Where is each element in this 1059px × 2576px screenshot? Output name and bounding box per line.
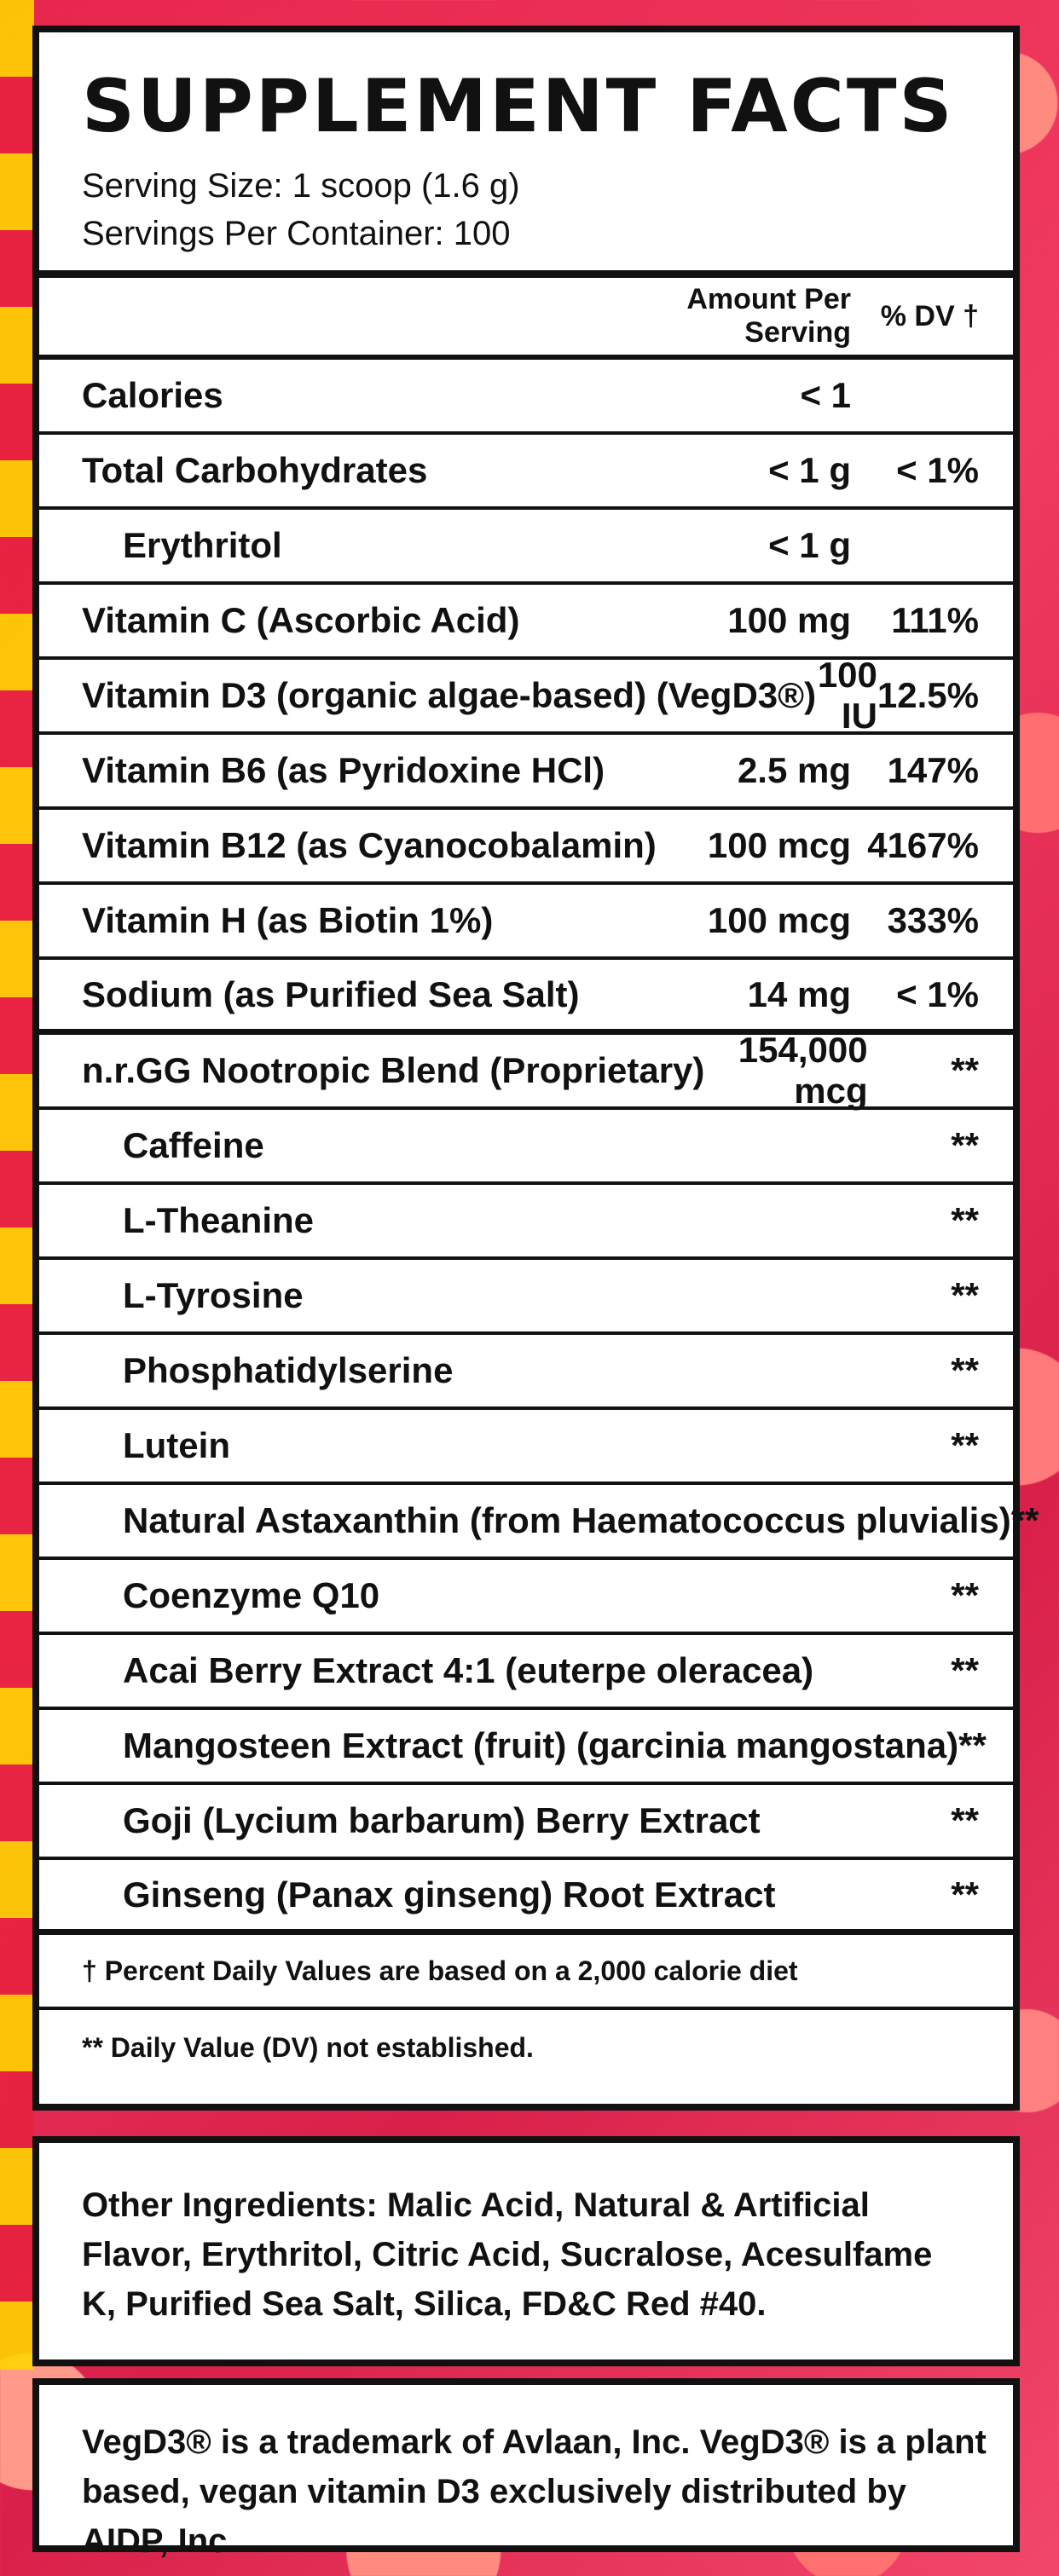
table-row bbox=[39, 435, 1013, 510]
trademark-text: VegD3® is a trademark of Avlaan, Inc. VegD3® is a plant based, vegan vitamin D3 exclusively distributed by AIDP, Inc. bbox=[82, 2423, 987, 2560]
nutrient-dv: ** bbox=[951, 1575, 979, 1615]
nutrient-dv: ** bbox=[951, 1350, 979, 1390]
nutrient-dv: 333% bbox=[887, 900, 979, 940]
nutrient-dv: ** bbox=[951, 1800, 979, 1840]
table-row bbox=[39, 1710, 1013, 1785]
nutrient-name: Total Carbohydrates bbox=[82, 450, 428, 490]
nutrient-name: Goji (Lycium barbarum) Berry Extract bbox=[123, 1800, 761, 1840]
table-row bbox=[39, 1260, 1013, 1335]
nutrient-dv: 12.5% bbox=[877, 675, 979, 715]
column-header-row bbox=[39, 278, 1013, 360]
other-ingredients-text: Other Ingredients: Malic Acid, Natural & Artificial Flavor, Erythritol, Citric Acid, Sucralose, Acesulfame K, Purified Sea Salt, Silica, FD&C Red #40. bbox=[82, 2186, 933, 2323]
table-row bbox=[39, 1635, 1013, 1710]
table-row bbox=[39, 1030, 1013, 1111]
nutrient-name: Vitamin B12 (as Cyanocobalamin) bbox=[82, 825, 657, 865]
background-decoration bbox=[0, 0, 34, 2370]
amount-column-header: Amount Per Serving bbox=[686, 283, 851, 349]
nutrient-dv: ** bbox=[951, 1050, 979, 1090]
nutrient-dv: ** bbox=[951, 1200, 979, 1240]
nutrient-dv: ** bbox=[951, 1650, 979, 1690]
nutrient-name: Acai Berry Extract 4:1 (euterpe oleracea) bbox=[123, 1650, 814, 1690]
nutrient-name: Erythritol bbox=[123, 525, 282, 565]
nutrient-name: Vitamin H (as Biotin 1%) bbox=[82, 900, 494, 940]
nutrient-amount: 154,000 mcg bbox=[738, 1030, 868, 1111]
table-row bbox=[39, 1110, 1013, 1185]
nutrient-amount: 100 IU bbox=[817, 655, 877, 736]
nutrient-name: Coenzyme Q10 bbox=[123, 1575, 380, 1615]
serving-size: Serving Size: 1 scoop (1.6 g) bbox=[82, 167, 520, 205]
footnote-not-established: ** Daily Value (DV) not established. bbox=[82, 2031, 534, 2063]
table-row bbox=[39, 585, 1013, 660]
nutrient-dv: ** bbox=[1010, 1500, 1039, 1540]
nutrient-amount: < 1 bbox=[800, 375, 851, 415]
page-title: SUPPLEMENT FACTS bbox=[82, 64, 955, 149]
nutrient-amount: 100 mcg bbox=[707, 900, 851, 940]
nutrient-dv: ** bbox=[951, 1874, 979, 1915]
other-ingredients-panel bbox=[32, 2136, 1020, 2366]
nutrient-amount: 14 mg bbox=[747, 973, 851, 1014]
nutrient-dv: 111% bbox=[891, 600, 979, 640]
nutrient-name: Natural Astaxanthin (from Haematococcus pluvialis) bbox=[123, 1500, 1011, 1540]
nutrient-amount: 100 mcg bbox=[707, 825, 851, 865]
table-row bbox=[39, 810, 1013, 885]
nutrient-dv: < 1% bbox=[896, 450, 979, 490]
nutrient-name: Vitamin C (Ascorbic Acid) bbox=[82, 600, 520, 640]
table-row bbox=[39, 1185, 1013, 1260]
nutrient-name: Vitamin D3 (organic algae-based) (VegD3®) bbox=[82, 675, 817, 715]
nutrient-name: Phosphatidylserine bbox=[123, 1350, 454, 1390]
nutrient-name: Lutein bbox=[123, 1425, 230, 1465]
nutrient-name: L-Tyrosine bbox=[123, 1275, 304, 1315]
dv-column-header: % DV † bbox=[880, 299, 979, 332]
nutrient-name: n.r.GG Nootropic Blend (Proprietary) bbox=[82, 1050, 705, 1090]
nutrient-amount: 100 mg bbox=[727, 600, 851, 640]
table-row bbox=[39, 1785, 1013, 1860]
table-row bbox=[39, 1860, 1013, 1935]
table-row bbox=[39, 655, 1013, 736]
nutrient-amount: 2.5 mg bbox=[737, 750, 851, 790]
trademark-panel bbox=[32, 2378, 1020, 2560]
nutrient-dv: ** bbox=[951, 1125, 979, 1165]
facts-header bbox=[39, 32, 1013, 278]
nutrient-dv: ** bbox=[958, 1725, 987, 1765]
nutrient-dv: ** bbox=[951, 1275, 979, 1315]
nutrient-dv: ** bbox=[951, 1425, 979, 1465]
table-row bbox=[39, 360, 1013, 435]
table-row bbox=[39, 1410, 1013, 1485]
nutrient-name: Calories bbox=[82, 375, 223, 415]
servings-per-container: Servings Per Container: 100 bbox=[82, 215, 511, 252]
nutrient-dv: 4167% bbox=[867, 825, 979, 865]
table-row bbox=[39, 1335, 1013, 1410]
nutrient-amount: < 1 g bbox=[768, 450, 851, 490]
table-row bbox=[39, 510, 1013, 585]
nutrient-dv: < 1% bbox=[896, 973, 979, 1014]
nutrient-name: L-Theanine bbox=[123, 1200, 315, 1240]
nutrient-name: Mangosteen Extract (fruit) (garcinia mangostana) bbox=[123, 1725, 959, 1765]
nutrient-table bbox=[39, 360, 1039, 1935]
footnote-dv: † Percent Daily Values are based on a 2,000 calorie diet bbox=[39, 1935, 1013, 2010]
nutrient-amount: < 1 g bbox=[768, 525, 851, 565]
table-row bbox=[39, 960, 1013, 1035]
nutrient-name: Ginseng (Panax ginseng) Root Extract bbox=[123, 1874, 776, 1915]
nutrient-name: Caffeine bbox=[123, 1125, 264, 1165]
nutrient-name: Vitamin B6 (as Pyridoxine HCl) bbox=[82, 750, 605, 790]
table-row bbox=[39, 1485, 1039, 1560]
nutrient-name: Sodium (as Purified Sea Salt) bbox=[82, 973, 580, 1014]
supplement-facts-panel bbox=[32, 26, 1039, 2111]
table-row bbox=[39, 735, 1013, 810]
table-row bbox=[39, 1560, 1013, 1635]
nutrient-dv: 147% bbox=[887, 750, 979, 790]
table-row bbox=[39, 885, 1013, 960]
